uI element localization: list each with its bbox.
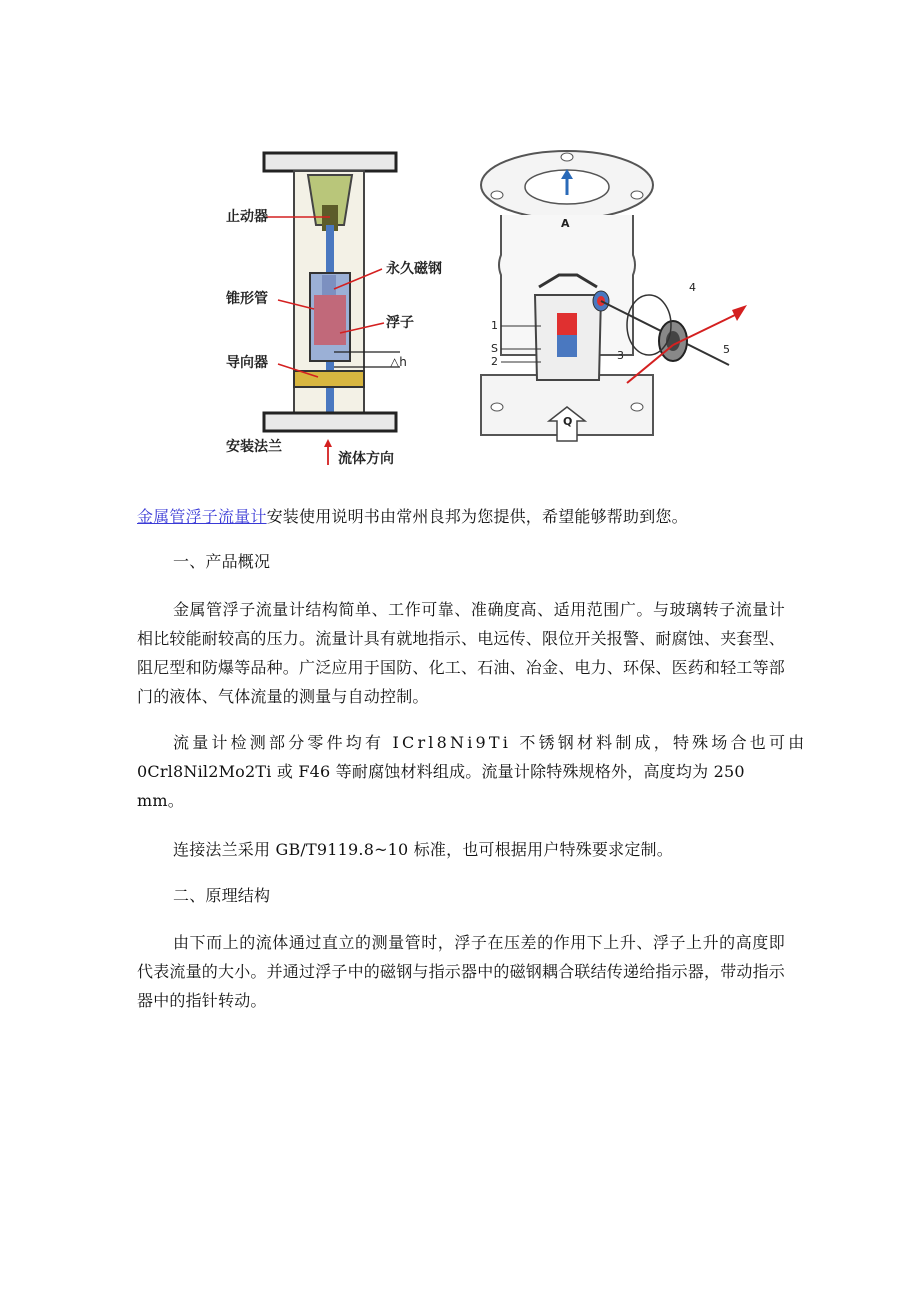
materials-line-1: 流量计检测部分零件均有 ICrl8Ni9Ti 不锈钢材料制成，特殊场合也可由 <box>173 733 808 752</box>
section-2-heading: 二、原理结构 <box>173 886 271 905</box>
label-flow-direction: 流体方向 <box>338 451 394 467</box>
section-1-heading: 一、产品概况 <box>173 552 271 571</box>
materials-line-2: 0Crl8Nil2Mo2Ti 或 F46 等耐腐蚀材料组成。流量计除特殊规格外，高度均为 250 <box>137 762 745 781</box>
product-link[interactable]: 金属管浮子流量计 <box>137 507 267 526</box>
label-magnet: 永久磁钢 <box>386 261 442 277</box>
label-s: S <box>491 342 498 355</box>
magnet-part <box>314 295 346 345</box>
label-float: 浮子 <box>386 315 414 331</box>
overview-paragraph: 金属管浮子流量计结构简单、工作可靠、准确度高、适用范围广。与玻璃转子流量计相比较能耐较高的压力。流量计具有就地指示、电远传、限位开关报警、耐腐蚀、夹套型、阻尼型和防爆等品种。广泛应用于国防、化工、石油、冶金、电力、环保、医药和轻工等部门的液体、气体流量的测量与自动控制。 <box>137 600 786 706</box>
label-guide: 导向器 <box>226 355 268 371</box>
flowmeter-cross-section <box>222 145 462 475</box>
label-stopper: 止动器 <box>226 209 268 225</box>
label-1: 1 <box>491 319 498 332</box>
intro-text: 安装使用说明书由常州良邦为您提供，希望能够帮助到您。 <box>266 507 688 526</box>
indicator-mechanism-diagram <box>477 145 762 475</box>
materials-paragraph <box>137 728 808 815</box>
flowmeter-diagram <box>222 145 762 475</box>
materials-line-3: mm。 <box>137 791 184 810</box>
flange-standard-paragraph: 连接法兰采用 GB/T9119.8~10 标准，也可根据用户特殊要求定制。 <box>173 840 673 859</box>
label-a: A <box>561 217 570 230</box>
bottom-flange <box>264 413 396 431</box>
label-4: 4 <box>689 281 696 294</box>
principle-paragraph: 由下而上的流体通过直立的测量管时，浮子在压差的作用下上升、浮子上升的高度即代表流量的大小。并通过浮子中的磁钢与指示器中的磁钢耦合联结传递给指示器，带动指示器中的指针转动。 <box>137 933 786 1010</box>
top-flange <box>264 153 396 171</box>
label-q: Q <box>563 415 573 428</box>
float-magnet-blue <box>557 335 577 357</box>
float-magnet-red <box>557 313 577 335</box>
label-2: 2 <box>491 355 498 368</box>
label-cone-tube: 锥形管 <box>226 291 268 307</box>
label-delta-h: △h <box>390 355 407 369</box>
label-5: 5 <box>723 343 730 356</box>
intro-paragraph <box>137 502 785 531</box>
label-flange: 安装法兰 <box>226 439 282 455</box>
label-3: 3 <box>617 349 624 362</box>
